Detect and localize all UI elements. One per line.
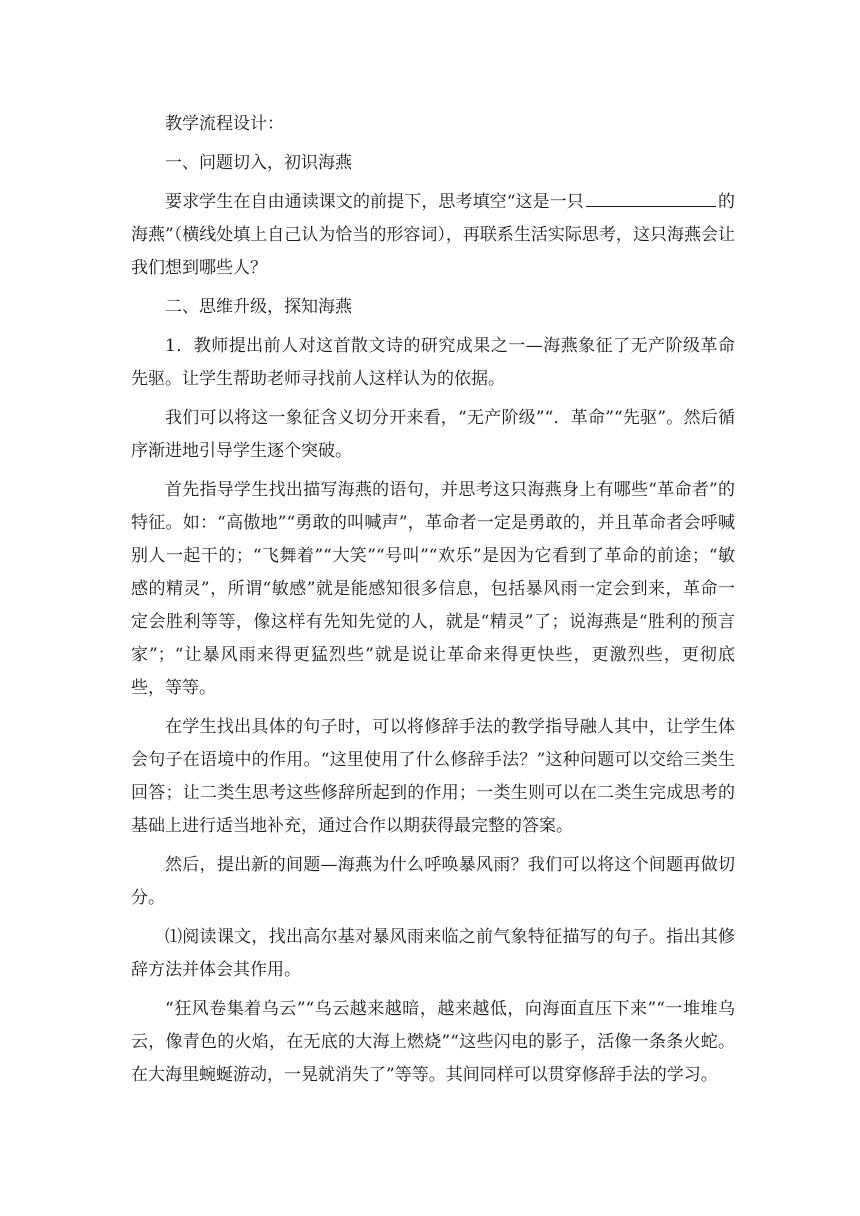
paragraph-3: 我们可以将这一象征含义切分开来看，“无产阶级”“．革命”“先驱”。然后循序渐进地引导学生逐个突破。 bbox=[131, 408, 735, 461]
paragraph-6: 然后，提出新的间题—海燕为什么呼唤暴风雨？我们可以将这个间题再做切分。 bbox=[131, 855, 735, 908]
section-heading-2: 二、思维升级，探知海燕 bbox=[165, 297, 352, 317]
paragraph-1-start: 要求学生在自由通读课文的前提下，思考填空“这是一只 bbox=[165, 192, 584, 212]
heading: 教学流程设计： bbox=[165, 114, 284, 134]
paragraph-7: ⑴阅读课文，找出高尔基对暴风雨来临之前气象特征描写的句子。指出其修辞方法并体会其作用。 bbox=[131, 927, 735, 980]
paragraph-4: 首先指导学生找出描写海燕的语句，并思考这只海燕身上有哪些“革命者”的特征。如：“高傲地”“勇敢的叫喊声”，革命者一定是勇敢的，并且革命者会呼喊别人一起干的；“飞舞着”“大笑”“号叫”“欢乐”是因为它看到了革命的前途；“敏感的精灵”，所谓“敏感”就是能感知很多信息，包括暴风雨一定会到来，革命一定会胜利等等，像这样有先知先觉的人，就是“精灵”了；说海燕是“胜利的预言家”；“让暴风雨来得更猛烈些”就是说让革命来得更快些，更激烈些，更彻底些，等等。 bbox=[131, 480, 735, 698]
paragraph-8: “狂风卷集着乌云”“乌云越来越暗，越来越低，向海面直压下来”“一堆堆乌云，像青色的火焰，在无底的大海上燃烧”“这些闪电的影子，活像一条条火蛇。在大海里蜿蜒游动，一晃就消失了”等等。其间同样可以贯穿修辞手法的学习。 bbox=[131, 999, 735, 1085]
paragraph-5: 在学生找出具体的句子时，可以将修辞手法的教学指导融人其中，让学生体会句子在语境中的作用。“这里使用了什么修辞手法？”这种问题可以交给三类生回答；让二类生思考这些修辞所起到的作用；一类生则可以在二类生完成思考的基础上进行适当地补充，通过合作以期获得最完整的答案。 bbox=[131, 717, 735, 836]
fill-in-blank bbox=[586, 189, 716, 207]
paragraph-2: 1．教师提出前人对这首散文诗的研究成果之一—海燕象征了无产阶级革命先驱。让学生帮助老师寻找前人这样认为的依据。 bbox=[131, 336, 735, 389]
section-heading-1: 一、问题切入，初识海燕 bbox=[165, 153, 352, 173]
paragraph-1-end: 的海燕”（横线处填上自己认为恰当的形容词），再联系生活实际思考，这只海燕会让我们想到哪些人？ bbox=[131, 192, 735, 278]
document-body bbox=[131, 108, 735, 1098]
paragraph-1 bbox=[131, 186, 735, 285]
